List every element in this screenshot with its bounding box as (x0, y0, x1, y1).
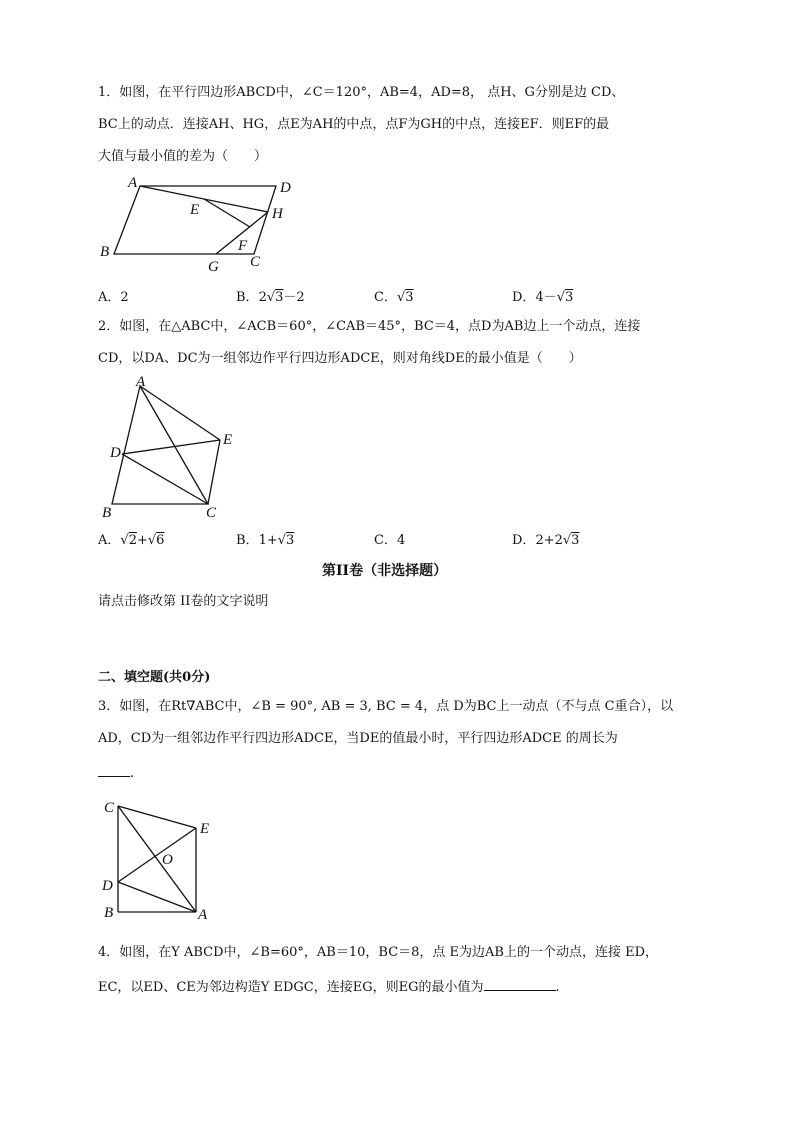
q1-label-c: C (250, 254, 261, 270)
q1-line-3: 大值与最小值的差为（ ） (98, 149, 268, 164)
q3-label-b: B (104, 905, 114, 921)
q3-figure (96, 798, 226, 923)
q3-label-o: O (162, 852, 173, 868)
q2-option-c[interactable]: C．4 (374, 533, 406, 548)
sqrt-icon: √ (277, 533, 287, 548)
q3-line-3: . (98, 762, 134, 783)
q2-option-b[interactable]: B．1+√3 (236, 533, 295, 548)
q3-label-c: C (104, 800, 115, 816)
q4-line-2: EC，以ED、CE为邻边构造Y EDGC，连接EG，则EG的最小值为 . (98, 976, 560, 997)
q2-line-2: CD，以DA、DC为一组邻边作平行四边形ADCE，则对角线DE的最小值是（ ） (98, 351, 582, 366)
q3-line-2: AD，CD为一组邻边作平行四边形ADCE，当DE的值最小时，平行四边形ADCE 的周长为 (98, 731, 618, 746)
section-2-note[interactable]: 请点击修改第 II卷的文字说明 (98, 594, 269, 609)
q1-label-a: A (128, 175, 138, 191)
q2-label-c: C (206, 505, 217, 521)
sqrt-icon: √ (556, 290, 566, 305)
q2-option-a[interactable]: A．√2+√6 (98, 533, 165, 548)
q3-label-d: D (102, 878, 113, 894)
q2-line-1: 2．如图，在△ABC中，∠ACB＝60°，∠CAB＝45°，BC＝4，点D为AB边上一个动点，连接 (98, 319, 641, 334)
sqrt-icon: √ (562, 533, 572, 548)
q1-label-d: D (280, 180, 291, 196)
q1-label-e: E (190, 202, 200, 218)
q3-line-1: 3．如图，在Rt∇ABC中，∠B = 90°, AB = 3, BC = 4，点 D为BC上一动点（不与点 C重合），以 (98, 699, 674, 714)
q1-option-c[interactable]: C．√3 (374, 290, 414, 305)
q4-line-1: 4．如图，在Y ABCD中，∠B=60°，AB＝10，BC＝8，点 E为边AB上的一个动点，连接 ED， (98, 945, 659, 960)
section-2-title: 第II卷（非选择题） (322, 563, 448, 579)
sqrt-icon: √ (120, 533, 129, 548)
q4-answer-blank[interactable] (484, 976, 556, 991)
sqrt-icon: √ (147, 533, 157, 548)
q2-option-d[interactable]: D．2+2√3 (512, 533, 580, 548)
q1-option-b[interactable]: B．2√3－2 (236, 290, 305, 305)
q2-label-e: E (223, 432, 233, 448)
q3-answer-blank[interactable] (98, 762, 130, 777)
q1-option-a[interactable]: A．2 (98, 290, 129, 305)
q1-line-1: 1．如图，在平行四边形ABCD中，∠C＝120°，AB=4，AD=8， 点H、G分别是边 CD、 (98, 85, 625, 100)
q2-label-d: D (110, 445, 121, 461)
q1-label-f: F (238, 238, 248, 254)
sqrt-icon: √ (266, 290, 276, 305)
q2-label-a: A (136, 376, 146, 390)
q1-line-2: BC上的动点．连接AH、HG，点E为AH的中点，点F为GH的中点，连接EF．则EF的最 (98, 117, 610, 132)
q1-label-g: G (208, 259, 219, 275)
q1-option-d[interactable]: D．4－√3 (512, 290, 574, 305)
q2-label-b: B (102, 505, 112, 521)
q1-figure (90, 170, 320, 275)
part-2-title: 二、填空题(共0分) (98, 670, 211, 685)
q1-label-b: B (100, 244, 110, 260)
q3-label-a: A (198, 907, 208, 923)
q1-label-h: H (272, 206, 283, 222)
q2-figure (96, 376, 246, 521)
sqrt-icon: √ (396, 290, 406, 305)
q3-label-e: E (200, 821, 210, 837)
